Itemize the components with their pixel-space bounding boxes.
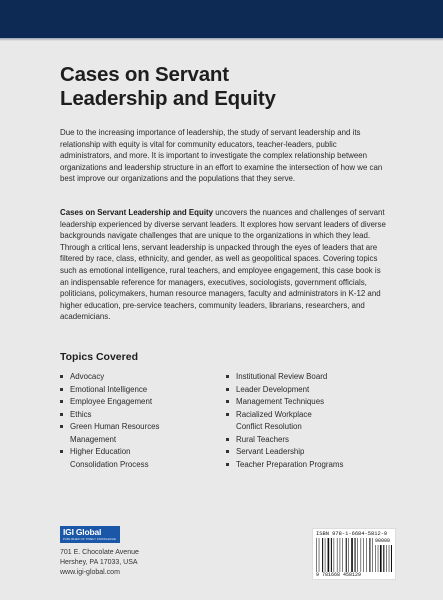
barcode-bars-icon — [316, 538, 373, 572]
topic-item: Advocacy — [60, 371, 220, 384]
isbn-text: ISBN 978-1-6684-5812-9 — [316, 531, 388, 537]
address-street: 701 E. Chocolate Avenue — [60, 549, 139, 556]
barcode-bar — [372, 538, 373, 572]
barcode-bar — [328, 538, 330, 572]
description-paragraph-2 — [60, 207, 390, 323]
barcode-bar — [316, 538, 317, 572]
title-line-1: Cases on Servant — [60, 63, 229, 86]
topic-item: Management Techniques — [226, 396, 396, 409]
topic-item: Emotional Intelligence — [60, 384, 220, 397]
barcode-bar — [340, 538, 341, 572]
barcode-bar — [389, 545, 390, 572]
barcode-bar — [325, 538, 326, 572]
barcode-bar — [383, 545, 384, 572]
topic-item: Green Human Resources Management — [60, 421, 188, 446]
isbn-barcode — [312, 528, 396, 580]
barcode-bar — [361, 538, 362, 572]
publisher-logo-tagline: PUBLISHER OF TIMELY KNOWLEDGE — [63, 537, 116, 541]
topic-item: Servant Leadership — [226, 446, 396, 459]
description-paragraph-1: Due to the increasing importance of leadership, the study of servant leadership and its relationship with equity is vital for community educators, teacher-leaders, public administrators, and more. It is important to investigate the complex relationship between organizations and leadership structure in an effort to examine the intersection of how we can best improve our organizations and the populations that they serve. — [60, 128, 383, 184]
topics-list-right — [226, 371, 396, 471]
barcode-number: 9 781668 458129 — [316, 572, 362, 578]
topic-item: Rural Teachers — [226, 434, 396, 447]
topic-item: Teacher Preparation Programs — [226, 459, 396, 472]
publisher-website: www.igi-global.com — [60, 569, 120, 576]
barcode-bar — [375, 545, 376, 572]
topic-item: Employee Engagement — [60, 396, 220, 409]
barcode-bar — [386, 545, 387, 572]
topics-list-left — [60, 371, 220, 471]
barcode-bar — [348, 538, 349, 572]
title-line-2: Leadership and Equity — [60, 87, 276, 110]
barcode-bar — [355, 538, 356, 572]
publisher-logo — [60, 526, 120, 543]
barcode-bar — [322, 538, 323, 572]
topic-item: Ethics — [60, 409, 220, 422]
barcode-bar — [363, 538, 364, 572]
barcode-bar — [366, 538, 367, 572]
topic-item: Racialized Workplace Conflict Resolution — [226, 409, 336, 434]
topic-item: Leader Development — [226, 384, 396, 397]
book-title-inline: Cases on Servant Leadership and Equity — [60, 208, 214, 217]
topic-item: Institutional Review Board — [226, 371, 396, 384]
barcode-bar — [319, 538, 320, 572]
address-city: Hershey, PA 17033, USA — [60, 559, 138, 566]
barcode-bar — [369, 538, 370, 572]
barcode-bar — [342, 538, 343, 572]
barcode-bar — [331, 538, 332, 572]
top-color-band — [0, 0, 443, 38]
barcode-bar — [337, 538, 338, 572]
barcode-addon-bars-icon — [375, 545, 392, 572]
top-band-shadow — [0, 38, 443, 41]
barcode-bar — [378, 545, 379, 572]
barcode-bar — [357, 538, 358, 572]
barcode-bar — [380, 545, 382, 572]
barcode-bar — [346, 538, 347, 572]
barcode-bar — [391, 545, 392, 572]
publisher-logo-text: IGI Global — [63, 527, 102, 537]
topic-item: Higher Education Consolidation Process — [60, 446, 180, 471]
price-code: 90000 — [375, 538, 391, 544]
publisher-address — [60, 548, 139, 578]
description-paragraph-2-text: uncovers the nuances and challenges of servant leadership experienced by diverse servant leaders. It explores how servant leaders of diverse backgrounds navigate challenges that are unique to the organizations in which they lead. Through a critical lens, servant leadership is unpacked through the eyes of leaders that are filtered by race, class, ethnicity, and gender, as well as geopolitical spaces. Covering topics such as emotional intelligence, rural teachers, and employee engagement, this case book is an indispensable reference for managers, executives, sociologists, government officials, politicians, policymakers, human resource managers, faculty and administrators in K-12 and higher education, pre-service teachers, community leaders, librarians, researchers, and academicians. — [60, 208, 386, 322]
topics-heading: Topics Covered — [60, 351, 138, 363]
barcode-bar — [334, 538, 335, 572]
book-title — [60, 63, 390, 111]
barcode-bar — [351, 538, 353, 572]
